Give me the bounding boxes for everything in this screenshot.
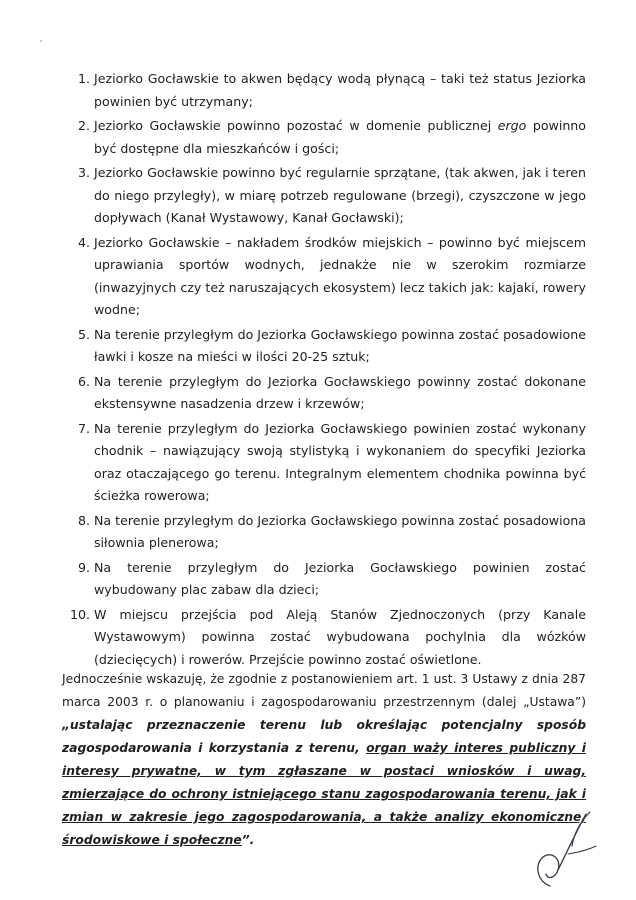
legal-quote-underlined: organ waży interes publiczny i interesy prywatne, w tym zgłaszane w postaci wniosków i uwag, zmierzające do ochrony istniejącego stanu zagospodarowania terenu, jak i zmian w zakresie jego zagospodarowania, a także analizy ekonomiczne, środowiskowe i społeczne <box>62 741 586 847</box>
list-item <box>66 604 586 672</box>
scan-speck <box>40 40 42 42</box>
list-item <box>66 510 586 555</box>
item-number: 6. <box>77 373 90 389</box>
item-number: 1. <box>77 71 90 86</box>
item-number: 2. <box>77 118 90 133</box>
item-text-ergo: ergo <box>497 118 527 133</box>
requirements-list <box>66 68 586 673</box>
list-item <box>66 371 586 416</box>
item-text-pre: Jeziorko Gocławskie powinno pozostać w domenie publicznej <box>94 118 498 133</box>
handwritten-signature <box>528 806 600 890</box>
list-item <box>66 162 586 230</box>
item-text: Jeziorko Gocławskie powinno być regularnie sprzątane, (tak akwen, jak i teren do niego przyległy), w miarę potrzeb regulowane (brzegi), czyszczone w jego dopływach (Kanał Wystawowy, Kanał Gocławski); <box>94 165 586 225</box>
item-text: Na terenie przyległym do Jeziorka Gocławskiego powinna zostać posadowiona siłownia plenerowa; <box>94 512 586 550</box>
item-number: 5. <box>77 326 90 342</box>
item-number: 10. <box>69 606 90 622</box>
list-item <box>66 232 586 322</box>
item-text: Na terenie przyległym do Jeziorka Gocławskiego powinien zostać wykonany chodnik – nawiązujący swoją stylistyką i wykonaniem do specyfiki Jeziorka oraz otaczającego go terenu. Integralnym elementem chodnika powinna być ścieżka rowerowa; <box>94 420 586 503</box>
item-text: Na terenie przyległym do Jeziorka Gocławskiego powinna zostać posadowione ławki i kosze na mieści w ilości 20-25 sztuk; <box>94 326 586 364</box>
item-number: 9. <box>77 559 90 575</box>
list-item <box>66 68 586 113</box>
item-number: 4. <box>77 234 90 250</box>
list-item <box>66 115 586 160</box>
item-text: Na terenie przyległym do Jeziorka Gocławskiego powinien zostać wybudowany plac zabaw dla dzieci; <box>94 559 586 597</box>
legal-quote-end: ”. <box>241 833 255 847</box>
item-number: 8. <box>77 512 90 528</box>
item-text: Jeziorko Gocławskie to akwen będący wodą płynącą – taki też status Jeziorka powinien być utrzymany; <box>94 71 586 109</box>
item-text: Na terenie przyległym do Jeziorka Gocławskiego powinny zostać dokonane ekstensywne nasadzenia drzew i krzewów; <box>94 373 586 411</box>
list-item <box>66 324 586 369</box>
item-number: 7. <box>77 420 90 436</box>
legal-quote: „ustalając przeznaczenie terenu lub określając potencjalny sposób zagospodarowania i korzystania z terenu, <box>62 718 586 755</box>
item-text: W miejscu przejścia pod Aleją Stanów Zjednoczonych (przy Kanale Wystawowym) powinna zostać wybudowana pochylnia dla wózków (dziecięcych) i rowerów. Przejście powinno zostać oświetlone. <box>94 606 586 667</box>
item-text <box>94 118 586 156</box>
legal-paragraph <box>62 668 586 852</box>
item-text-post: powinno być dostępne dla mieszkańców i gości; <box>94 118 586 156</box>
list-item <box>66 557 586 602</box>
item-text: Jeziorko Gocławskie – nakładem środków miejskich – powinno być miejscem uprawiania sportów wodnych, jednakże nie w szerokim rozmiarze (inwazyjnych czy też naruszających ekosystem) lecz takich jak: kajaki, rowery wodne; <box>94 234 586 317</box>
list-item <box>66 418 586 508</box>
legal-intro: Jednocześnie wskazuję, że zgodnie z postanowieniem art. 1 ust. 3 Ustawy z dnia 287 marca 2003 r. o planowaniu i zagospodarowaniu przestrzennym (dalej „Ustawa”) <box>62 672 586 709</box>
item-number: 3. <box>77 165 90 180</box>
